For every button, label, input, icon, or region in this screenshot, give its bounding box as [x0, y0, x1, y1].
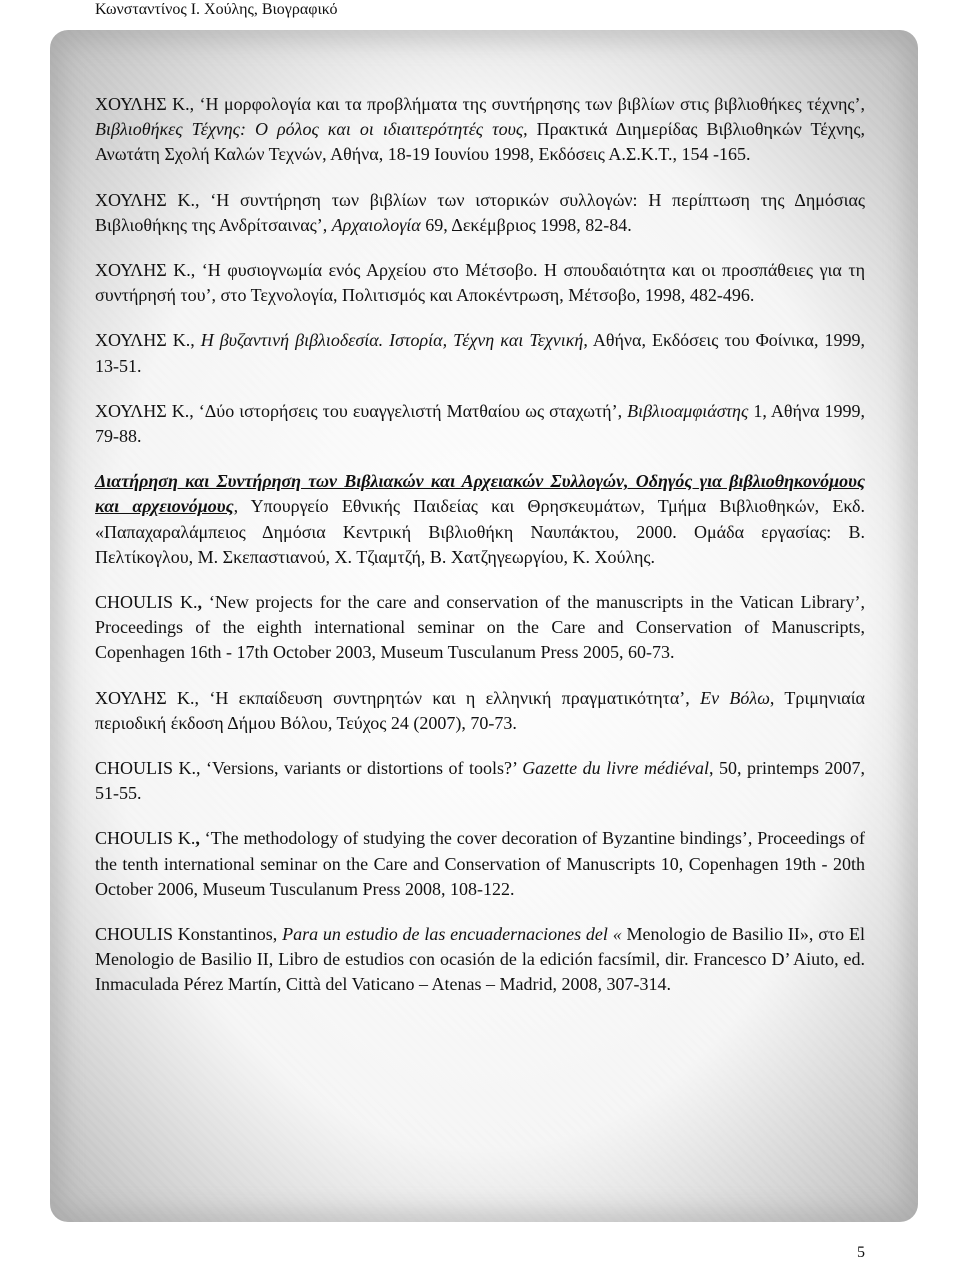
- entry-title-text: Η βυζαντινή βιβλιοδεσία. Ιστορία, Τέχνη και Τεχνική: [200, 330, 584, 351]
- entry-title-text: Para un estudio de las encuadernaciones del «: [282, 924, 622, 945]
- entry-text: , Πρακτικά Διημερίδας Βιβλιοθηκών Τέχνης, Ανωτάτη Σχολή Καλών Τεχνών, Αθήνα, 18-19 Ιουνίου 1998, Εκδόσεις Α.Σ.Κ.Τ., 154 -165.: [95, 119, 866, 165]
- bibliography-entry: [95, 188, 865, 238]
- bibliography-entry: [95, 922, 865, 998]
- entry-text: 69, Δεκέμβριος 1998, 82-84.: [420, 214, 632, 235]
- entry-text: ΧΟΥΛΗΣ Κ., ‘Δύο ιστορήσεις του ευαγγελιστή Ματθαίου ως σταχωτή’,: [95, 400, 628, 421]
- entry-title-text: Βιβλιοαμφιάστης: [627, 400, 749, 421]
- entry-text: CHOULIS K.: [95, 828, 196, 849]
- entry-text: , Υπουργείο Εθνικής Παιδείας και Θρησκευμάτων, Τμήμα Βιβλιοθηκών, Εκδ. «Παπαχαραλάμπειος Δημόσια Κεντρική Βιβλιοθήκη Ναυπάκτου, 2000. Ομάδα εργασίας: Β. Πελτίκογλου, Μ. Σκεπαστιανού, Χ. Τζιαμτζή, Β. Χατζηγεωργίου, Κ. Χούλης.: [95, 496, 866, 567]
- bibliography-entry: [95, 92, 865, 168]
- entry-title-text: Αρχαιολογία: [331, 214, 421, 235]
- bibliography-entry: [95, 686, 865, 736]
- bibliography-entry: [95, 328, 865, 378]
- entry-text: ,: [197, 592, 202, 613]
- bibliography-entry: [95, 469, 865, 570]
- entry-title-text: Gazette du livre médiéval: [522, 758, 709, 779]
- entry-text: ΧΟΥΛΗΣ Κ., ‘Η εκπαίδευση συντηρητών και η ελληνική πραγματικότητα’,: [95, 687, 701, 708]
- page-number: 5: [857, 1244, 865, 1261]
- entry-text: ΧΟΥΛΗΣ Κ.,: [95, 330, 201, 351]
- bibliography-entry: [95, 826, 865, 902]
- entry-text: CHOULIS Konstantinos,: [95, 924, 283, 945]
- bibliography-entry: [95, 756, 865, 806]
- entry-text: CHOULIS K., ‘Versions, variants or distortions of tools?’: [95, 758, 523, 779]
- bibliography-list: [95, 92, 865, 1018]
- entry-title-text: Διατήρηση και Συντήρηση των Βιβλιακών και Αρχειακών Συλλογών, Οδηγός για βιβλιοθηκονόμους και αρχειονόμους: [95, 471, 865, 517]
- entry-text: 1, Αθήνα 1999, 79-88.: [95, 400, 865, 447]
- entry-title-text: Βιβλιοθήκες Τέχνης: Ο ρόλος και οι ιδιαιτερότητές τους: [95, 119, 524, 140]
- entry-text: , 50, printemps 2007, 51-55.: [95, 758, 865, 804]
- entry-text: ‘New projects for the care and conservation of the manuscripts in the Vatican Library’, Proceedings of the eighth international seminar on the Care and Conservation of Manuscripts, Copenhagen 16th - 17th October 2003, Museum Tusculanum Press 2005, 60-73.: [95, 592, 866, 663]
- entry-text: ,: [195, 828, 200, 849]
- entry-text: ‘The methodology of studying the cover decoration of Byzantine bindings’, Proceedings of the tenth international seminar on the Care and Conservation of Manuscripts 10, Copenhagen 19th - 20th October 2006, Museum Tusculanum Press 2008, 108-122.: [95, 828, 865, 899]
- bibliography-entry: [95, 258, 865, 308]
- entry-title-text: Εν Βόλω: [700, 687, 770, 708]
- entry-text: CHOULIS K.: [95, 592, 198, 613]
- entry-text: ΧΟΥΛΗΣ Κ., ‘Η μορφολογία και τα προβλήματα της συντήρησης των βιβλίων στις βιβλιοθήκες τέχνης’,: [95, 94, 865, 114]
- bibliography-entry: [95, 399, 865, 449]
- entry-text: Menologio de Basilio II», στο El Menologio de Basilio II, Libro de estudios con ocasión de la edición facsímil, dir. Francesco D’ Aiuto, ed. Inmaculada Pérez Martín, Città del Vaticano – Atenas – Madrid, 2008, 307-314.: [95, 924, 865, 995]
- entry-text: ΧΟΥΛΗΣ Κ., ‘Η φυσιογνωμία ενός Αρχείου στο Μέτσοβο. Η σπουδαιότητα και οι προσπάθειες για τη συντήρησή του’, στο Τεχνολογία, Πολιτισμός και Αποκέντρωση, Μέτσοβο, 1998, 482-496.: [95, 260, 865, 306]
- running-header: Κωνσταντίνος Ι. Χούλης, Βιογραφικό: [95, 1, 338, 18]
- entry-text: ΧΟΥΛΗΣ Κ., ‘Η συντήρηση των βιβλίων των ιστορικών συλλογών: Η περίπτωση της Δημόσιας Βιβλιοθήκης της Ανδρίτσαινας’,: [95, 189, 865, 235]
- entry-text: , Τριμηνιαία περιοδική έκδοση Δήμου Βόλου, Τεύχος 24 (2007), 70-73.: [95, 687, 865, 733]
- entry-text: , Αθήνα, Εκδόσεις του Φοίνικα, 1999, 13-51.: [95, 330, 865, 376]
- bibliography-entry: [95, 590, 865, 666]
